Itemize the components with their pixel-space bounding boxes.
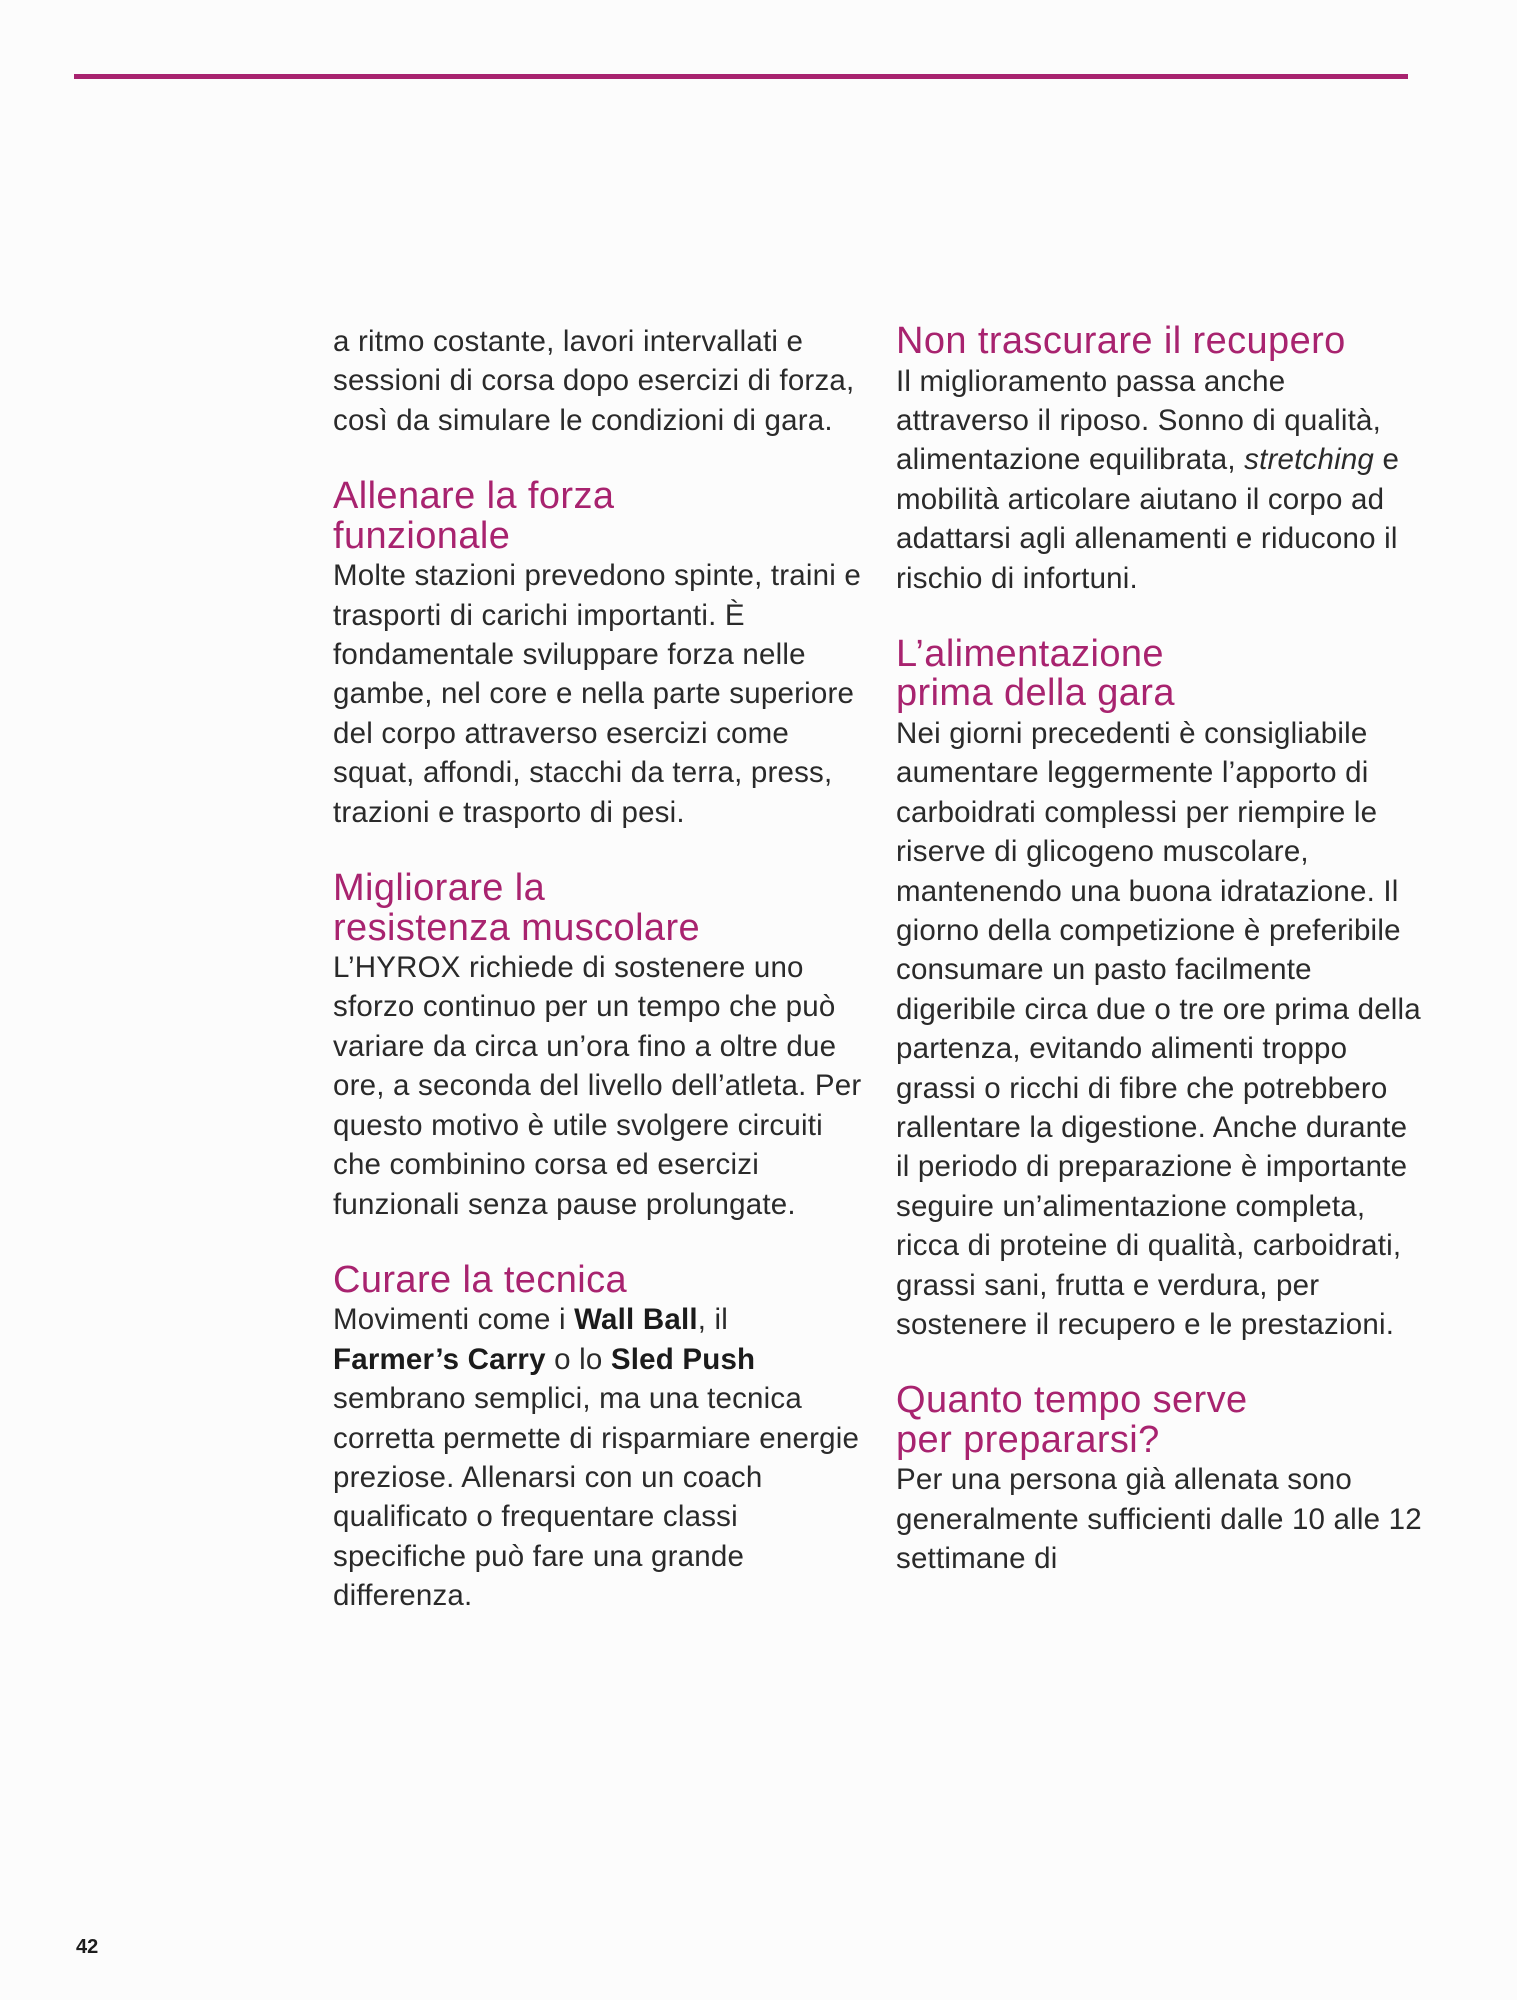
heading-line: L’alimentazione [896, 632, 1164, 675]
wall-ball-term: Wall Ball [574, 1303, 698, 1337]
heading-line: Allenare la forza [333, 475, 615, 518]
section-body-tecnica [333, 1300, 873, 1615]
sled-push-term: Sled Push [610, 1342, 756, 1376]
heading-line: per prepararsi? [896, 1418, 1160, 1461]
body-text: Il miglioramento passa anche attraverso il riposo. Sonno di qualità, alimentazione equilibrata, [896, 364, 1381, 477]
body-text: e mobilità articolare aiutano il corpo ad adattarsi agli allenamenti e riducono il rischio di infortuni. [896, 443, 1400, 595]
left-column [333, 322, 873, 1616]
section-heading-forza [333, 477, 873, 556]
heading-line: prima della gara [896, 672, 1175, 715]
page-number: 42 [76, 1936, 99, 1958]
stretching-term: stretching [1244, 443, 1375, 477]
section-body-forza: Molte stazioni prevedono spinte, traini e trasporti di carichi importanti. È fondamentale sviluppare forza nelle gambe, nel core e nella parte superiore del corpo attraverso esercizi come squat, affondi, stacchi da terra, press, trazioni e trasporto di pesi. [333, 559, 862, 829]
heading-line: funzionale [333, 514, 511, 557]
section-heading-tecnica: Curare la tecnica [333, 1258, 628, 1301]
section-heading-resistenza [333, 869, 873, 948]
section-heading-recupero: Non trascurare il recupero [896, 320, 1346, 362]
section-body-resistenza: L’HYROX richiede di sostenere uno sforzo continuo per un tempo che può variare da circa un’ora fino a oltre due ore, a seconda del livello dell’atleta. Per questo motivo è utile svolgere circuiti che combinino corsa ed esercizi funzionali senza pause prolungate. [333, 951, 862, 1221]
section-body-recupero [896, 362, 1426, 598]
section-heading-tempo [896, 1381, 1426, 1460]
body-text: o lo [545, 1342, 611, 1376]
body-text: , il [697, 1303, 729, 1337]
top-accent-rule [74, 74, 1408, 79]
section-body-tempo: Per una persona già allenata sono generalmente sufficienti dalle 10 alle 12 settimane di [896, 1463, 1422, 1576]
heading-line: Quanto tempo serve [896, 1379, 1248, 1422]
body-text: Movimenti come i [333, 1303, 575, 1337]
body-text: sembrano semplici, ma una tecnica corretta permette di risparmiare energie preziose. Allenarsi con un coach qualificato o frequentare classi specifiche può fare una grande differenza. [333, 1382, 860, 1613]
heading-line: Migliorare la [333, 867, 546, 910]
intro-paragraph: a ritmo costante, lavori intervallati e sessioni di corsa dopo esercizi di forza, così da simulare le condizioni di gara. [333, 325, 855, 437]
heading-line: resistenza muscolare [333, 906, 701, 949]
section-body-alimentazione: Nei giorni precedenti è consigliabile aumentare leggermente l’apporto di carboidrati complessi per riempire le riserve di glicogeno muscolare, mantenendo una buona idratazione. Il giorno della competizione è preferibile consumare un pasto facilmente digeribile circa due o tre ore prima della partenza, evitando alimenti troppo grassi o ricchi di fibre che potrebbero rallentare la digestione. Anche durante il periodo di preparazione è importante seguire un’alimentazione completa, ricca di proteine di qualità, carboidrati, grassi sani, frutta e verdura, per sostenere il recupero e le prestazioni. [896, 716, 1421, 1342]
right-column [896, 322, 1426, 1579]
section-heading-alimentazione [896, 632, 1426, 715]
farmers-carry-term: Farmer’s Carry [333, 1342, 546, 1376]
